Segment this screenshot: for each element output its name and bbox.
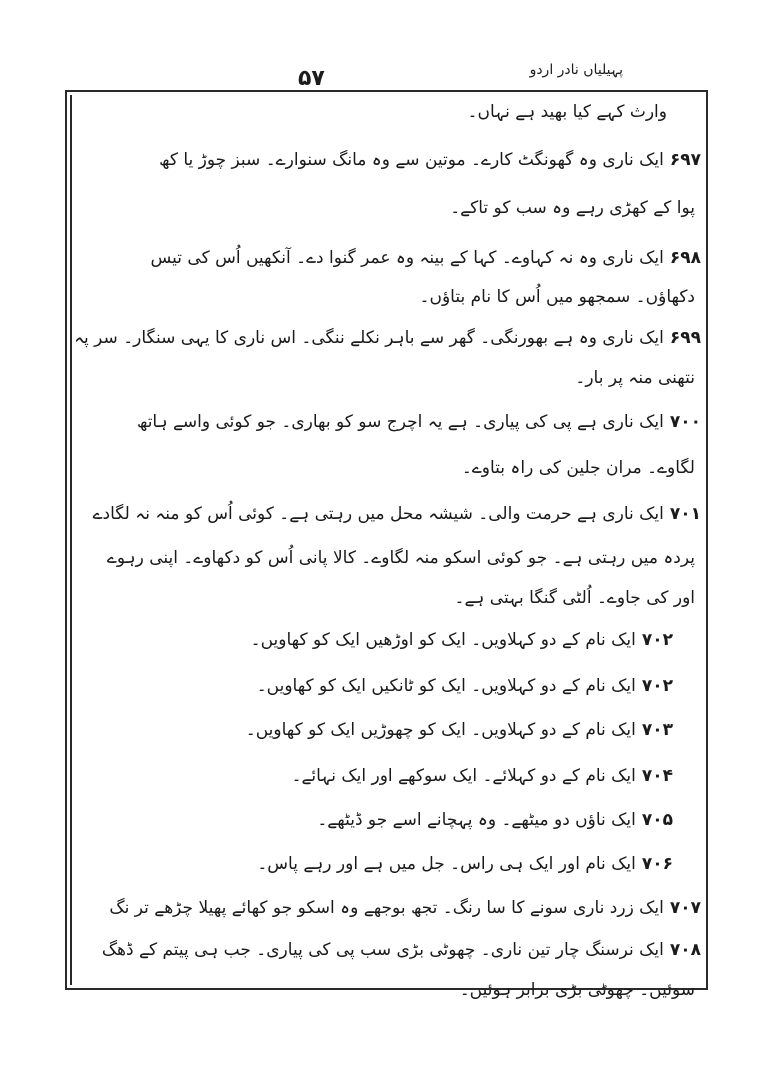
riddle-line: ۷۰۰ایک ناری ہے پی کی پیاری۔ ہے یہ اچرج سو کو بھاری۔ جو کوئی واسے ہاتھ [136,412,701,432]
text-line: دکھاؤں۔ سمجھو میں اُس کا نام بتاؤں۔ [419,287,695,307]
riddle-line: ۷۰۲ایک نام کے دو کہلاویں۔ ایک کو اوڑھیں ایک کو کھاویں۔ [250,630,673,650]
riddle-line: ۷۰۳ایک نام کے دو کہلاویں۔ ایک کو چھوڑیں ایک کو کھاویں۔ [245,720,673,740]
riddle-line: ۷۰۱ایک ناری ہے حرمت والی۔ شیشہ محل میں رہتی ہے۔ کوئی اُس کو منہ نہ لگادے [92,504,701,524]
running-header: پہیلیاں نادر اردو [529,62,623,78]
riddle-line: ۷۰۸ایک نرسنگ چار تین ناری۔ چھوٹی بڑی سب پی کی پیاری۔ جب ہی پیتم کے ڈھگ [101,940,701,960]
riddle-line: ۷۰۷ایک زرد ناری سونے کا سا رنگ۔ تجھ بوجھے وہ اسکو جو کھائے پھیلا چڑھے تر نگ [109,898,701,918]
riddle-line: ۷۰۴ایک نام کے دو کہلائے۔ ایک سوکھے اور ایک نہائے۔ [291,766,673,786]
text-line: لگاوے۔ مران جلین کی راہ بتاوے۔ [461,458,695,478]
riddle-line: ۷۰۲ایک نام کے دو کہلاویں۔ ایک کو ٹانکیں ایک کو کھاویں۔ [256,676,673,696]
text-line: نتھنی منہ پر بار۔ [575,368,695,388]
riddle-line: ۷۰۶ایک نام اور ایک ہی راس۔ جل میں ہے اور رہے پاس۔ [257,854,673,874]
text-line: سوئیں۔ چھوٹی بڑی برابر ہوئیں۔ [459,980,695,1000]
riddle-line: ۶۹۹ایک ناری وہ ہے بھورنگی۔ گھر سے باہر نکلے ننگی۔ اس ناری کا یہی سنگار۔ سر پہ [74,328,701,348]
margin-rule [70,95,72,985]
text-line: پردہ میں رہتی ہے۔ جو کوئی اسکو منہ لگاوے۔ کالا پانی اُس کو دکھاوے۔ اپنی رہوے [106,548,695,568]
text-line: پوا کے کھڑی رہے وہ سب کو تاکے۔ [450,198,695,218]
text-line: وارث کہے کیا بھید ہے نہاں۔ [467,102,667,122]
riddle-line: ۶۹۸ایک ناری وہ نہ کہاوے۔ کہا کے بینہ وہ عمر گنوا دے۔ آنکھیں اُس کی تیس [150,248,701,268]
riddle-line: ۶۹۷ایک ناری وہ گھونگٹ کارے۔ موتین سے وہ مانگ سنوارے۔ سبز چوڑ یا کھ [159,150,701,170]
riddle-line: ۷۰۵ایک ناؤں دو میٹھے۔ وہ پہچانے اسے جو ڈیٹھے۔ [317,810,673,830]
page-number: ۵۷ [298,66,325,91]
text-line: اور کی جاوے۔ اُلٹی گنگا بہتی ہے۔ [454,588,695,608]
